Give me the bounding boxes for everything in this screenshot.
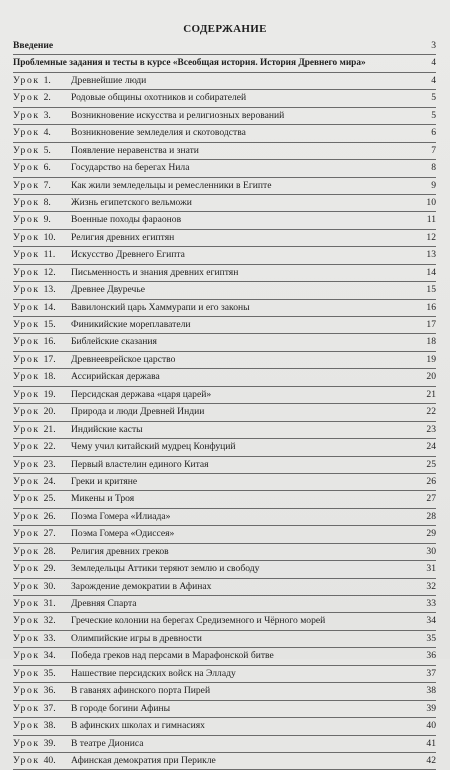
lesson-page: 22: [426, 406, 436, 418]
lesson-page: 27: [426, 493, 436, 505]
lesson-page: 36: [426, 650, 436, 662]
lesson-number: 22: [43, 441, 54, 453]
lesson-page: 33: [426, 598, 436, 609]
lesson-page: 5: [431, 109, 436, 121]
toc-lesson-row: [13, 387, 436, 404]
lesson-number: 19: [43, 388, 54, 400]
toc-lesson-row: [13, 125, 436, 142]
lesson-word: Урок: [13, 336, 40, 348]
lesson-title: В афинских школах и гимнасиях: [71, 720, 205, 732]
toc-lesson-row: [13, 474, 436, 491]
lesson-title: Индийские касты: [71, 423, 143, 435]
lesson-title: Жизнь египетского вельможи: [71, 196, 192, 208]
lesson-page: 24: [426, 441, 436, 453]
lesson-label: Урок 40.: [13, 754, 58, 766]
lesson-title: Библейские сказания: [71, 336, 157, 348]
lesson-number: 10: [43, 231, 54, 243]
lesson-title: Появление неравенства и знати: [71, 144, 199, 156]
lesson-number: 25: [43, 493, 54, 505]
lesson-label: Урок 22.: [13, 441, 58, 453]
lesson-page: 37: [426, 667, 436, 679]
lesson-label: Урок 24.: [13, 475, 58, 487]
lesson-label: Урок 27.: [13, 528, 58, 540]
lesson-title: В театре Диониса: [71, 737, 144, 749]
lesson-number: 23: [43, 458, 54, 470]
lesson-label: Урок 23.: [13, 458, 58, 470]
lesson-page: 40: [426, 720, 436, 732]
lesson-number: 27: [43, 528, 54, 540]
lesson-label: Урок 10.: [13, 231, 58, 243]
lesson-word: Урок: [13, 74, 40, 86]
lesson-label: Урок 4.: [13, 127, 53, 139]
lesson-number: 31: [43, 598, 54, 609]
lesson-word: Урок: [13, 632, 40, 644]
toc-lesson-row: [13, 596, 436, 613]
lesson-word: Урок: [13, 650, 40, 662]
toc-lesson-row: [13, 369, 436, 386]
toc-lesson-row: [13, 422, 436, 439]
lesson-label: Урок 34.: [13, 650, 58, 662]
lesson-page: 35: [426, 632, 436, 644]
lesson-label: Урок 1.: [13, 74, 53, 86]
lesson-word: Урок: [13, 667, 40, 679]
lesson-number: 17: [43, 353, 54, 365]
lesson-title: Древнееврейское царство: [71, 353, 176, 365]
toc-lesson-row: [13, 491, 436, 508]
toc-lesson-row: [13, 526, 436, 543]
lesson-label: Урок 11.: [13, 249, 57, 261]
lesson-label: Урок 35.: [13, 667, 58, 679]
lesson-page: 26: [426, 475, 436, 487]
lesson-label: Урок 7.: [13, 179, 53, 191]
lesson-number: 12: [43, 266, 54, 278]
lesson-number: 24: [43, 475, 54, 487]
lesson-word: Урок: [13, 92, 40, 104]
toc-section-row: [13, 55, 436, 72]
lesson-title: Древнее Двуречье: [71, 284, 145, 296]
lesson-page: 16: [426, 301, 436, 313]
lesson-word: Урок: [13, 231, 40, 243]
lesson-word: Урок: [13, 109, 40, 121]
lesson-label: Урок 30.: [13, 580, 58, 592]
lesson-label: Урок 32.: [13, 615, 58, 627]
lesson-number: 29: [43, 563, 54, 575]
lesson-title: Земледельцы Аттики теряют землю и свободу: [71, 563, 260, 575]
toc-lesson-row: [13, 613, 436, 630]
lesson-number: 28: [43, 545, 54, 557]
lesson-title: В городе богини Афины: [71, 702, 171, 714]
toc-lesson-row: [13, 73, 436, 90]
lesson-word: Урок: [13, 301, 40, 313]
lesson-word: Урок: [13, 528, 40, 540]
toc-list: [13, 38, 436, 770]
toc-intro-page: 3: [431, 40, 436, 51]
toc-lesson-row: [13, 631, 436, 648]
lesson-label: Урок 17.: [13, 353, 58, 365]
toc-lesson-row: [13, 108, 436, 125]
lesson-label: Урок 6.: [13, 162, 53, 174]
toc-intro-title: Введение: [13, 40, 54, 51]
lesson-page: 14: [426, 266, 436, 278]
lesson-page: 9: [431, 179, 436, 191]
lesson-word: Урок: [13, 127, 40, 139]
lesson-page: 23: [426, 423, 436, 435]
lesson-label: Урок 28.: [13, 545, 58, 557]
lesson-word: Урок: [13, 266, 40, 278]
lesson-word: Урок: [13, 196, 40, 208]
toc-lesson-row: [13, 736, 436, 753]
lesson-page: 21: [426, 388, 436, 400]
lesson-page: 41: [426, 737, 436, 749]
lesson-word: Урок: [13, 737, 40, 749]
lesson-label: Урок 37.: [13, 702, 58, 714]
lesson-label: Урок 38.: [13, 720, 58, 732]
lesson-title: Поэма Гомера «Илиада»: [71, 510, 171, 522]
lesson-number: 6: [43, 162, 49, 174]
lesson-title: Микены и Троя: [71, 493, 135, 505]
lesson-title: Победа греков над персами в Марафонской битве: [71, 650, 274, 662]
lesson-page: 30: [426, 545, 436, 557]
lesson-word: Урок: [13, 475, 40, 487]
lesson-title: Религия древних греков: [71, 545, 169, 557]
lesson-title: Вавилонский царь Хаммурапи и его законы: [71, 301, 250, 313]
lesson-word: Урок: [13, 423, 40, 435]
lesson-number: 13: [43, 284, 54, 296]
lesson-number: 15: [43, 319, 54, 330]
lesson-word: Урок: [13, 179, 40, 191]
lesson-number: 2: [43, 92, 49, 104]
lesson-page: 12: [426, 231, 436, 243]
lesson-title: Природа и люди Древней Индии: [71, 406, 205, 418]
lesson-label: Урок 18.: [13, 371, 58, 383]
lesson-page: 39: [426, 702, 436, 714]
toc-section-title: Проблемные задания и тесты в курсе «Всеобщая история. История Древнего мира»: [13, 58, 366, 69]
toc-lesson-row: [13, 457, 436, 474]
lesson-word: Урок: [13, 319, 40, 330]
lesson-word: Урок: [13, 371, 40, 383]
lesson-number: 40: [43, 754, 54, 766]
lesson-word: Урок: [13, 563, 40, 575]
lesson-number: 33: [43, 632, 54, 644]
toc-lesson-row: [13, 666, 436, 683]
lesson-word: Урок: [13, 353, 40, 365]
lesson-title: Нашествие персидских войск на Элладу: [71, 667, 236, 679]
lesson-page: 29: [426, 528, 436, 540]
lesson-number: 26: [43, 510, 54, 522]
lesson-title: Древнейшие люди: [71, 74, 147, 86]
lesson-label: Урок 36.: [13, 685, 58, 697]
toc-section-page: 4: [431, 58, 436, 69]
lesson-word: Урок: [13, 754, 40, 766]
toc-lesson-row: [13, 247, 436, 264]
lesson-title: Греки и критяне: [71, 475, 138, 487]
lesson-page: 32: [426, 580, 436, 592]
lesson-label: Урок 14.: [13, 301, 58, 313]
lesson-title: Чему учил китайский мудрец Конфуций: [71, 441, 236, 453]
toc-lesson-row: [13, 334, 436, 351]
lesson-title: Возникновение земледелия и скотоводства: [71, 127, 246, 139]
lesson-number: 4: [43, 127, 49, 139]
lesson-page: 10: [426, 196, 436, 208]
lesson-label: Урок 2.: [13, 92, 53, 104]
lesson-title: Первый властелин единого Китая: [71, 458, 209, 470]
toc-lesson-row: [13, 90, 436, 107]
lesson-label: Урок 8.: [13, 196, 53, 208]
lesson-page: 19: [426, 353, 436, 365]
lesson-page: 42: [426, 754, 436, 766]
lesson-page: 15: [426, 284, 436, 296]
lesson-label: Урок 26.: [13, 510, 58, 522]
lesson-number: 21: [43, 423, 54, 435]
lesson-number: 11: [43, 249, 53, 261]
lesson-number: 36: [43, 685, 54, 697]
lesson-title: Афинская демократия при Перикле: [71, 754, 216, 766]
lesson-word: Урок: [13, 615, 40, 627]
lesson-number: 38: [43, 720, 54, 732]
lesson-page: 8: [431, 162, 436, 174]
lesson-title: Зарождение демократии в Афинах: [71, 580, 212, 592]
toc-lesson-row: [13, 160, 436, 177]
lesson-label: Урок 39.: [13, 737, 58, 749]
lesson-number: 18: [43, 371, 54, 383]
lesson-title: Возникновение искусства и религиозных верований: [71, 109, 285, 121]
lesson-page: 7: [431, 144, 436, 156]
lesson-title: Военные походы фараонов: [71, 214, 182, 226]
lesson-title: Как жили земледельцы и ремесленники в Египте: [71, 179, 272, 191]
toc-lesson-row: [13, 701, 436, 718]
lesson-label: Урок 21.: [13, 423, 58, 435]
lesson-page: 18: [426, 336, 436, 348]
toc-lesson-row: [13, 178, 436, 195]
lesson-page: 38: [426, 685, 436, 697]
lesson-title: Персидская держава «царя царей»: [71, 388, 212, 400]
toc-lesson-row: [13, 230, 436, 247]
lesson-number: 7: [43, 179, 49, 191]
lesson-page: 17: [426, 319, 436, 330]
lesson-number: 9: [43, 214, 49, 226]
lesson-page: 25: [426, 458, 436, 470]
lesson-word: Урок: [13, 441, 40, 453]
lesson-label: Урок 19.: [13, 388, 58, 400]
toc-heading: СОДЕРЖАНИЕ: [183, 23, 267, 35]
lesson-title: Религия древних египтян: [71, 231, 175, 243]
lesson-page: 4: [431, 74, 436, 86]
toc-lesson-row: [13, 509, 436, 526]
lesson-number: 3: [43, 109, 49, 121]
lesson-page: 13: [426, 249, 436, 261]
lesson-word: Урок: [13, 249, 40, 261]
lesson-page: 6: [431, 127, 436, 139]
lesson-page: 31: [426, 563, 436, 575]
lesson-word: Урок: [13, 493, 40, 505]
toc-lesson-row: [13, 753, 436, 770]
lesson-number: 5: [43, 144, 49, 156]
toc-lesson-row: [13, 317, 436, 334]
lesson-number: 39: [43, 737, 54, 749]
toc-lesson-row: [13, 300, 436, 317]
lesson-label: Урок 5.: [13, 144, 53, 156]
toc-lesson-row: [13, 648, 436, 665]
lesson-number: 1: [43, 74, 49, 86]
lesson-word: Урок: [13, 458, 40, 470]
lesson-label: Урок 9.: [13, 214, 53, 226]
lesson-title: Государство на берегах Нила: [71, 162, 190, 174]
lesson-number: 34: [43, 650, 54, 662]
lesson-number: 30: [43, 580, 54, 592]
lesson-page: 20: [426, 371, 436, 383]
lesson-title: Искусство Древнего Египта: [71, 249, 185, 261]
lesson-label: Урок 3.: [13, 109, 53, 121]
lesson-number: 32: [43, 615, 54, 627]
lesson-title: Греческие колонии на берегах Средиземного и Чёрного морей: [71, 615, 326, 627]
lesson-title: Ассирийская держава: [71, 371, 160, 383]
toc-lesson-row: [13, 265, 436, 282]
lesson-word: Урок: [13, 510, 40, 522]
toc-lesson-row: [13, 143, 436, 160]
lesson-word: Урок: [13, 702, 40, 714]
toc-lesson-row: [13, 579, 436, 596]
lesson-word: Урок: [13, 545, 40, 557]
lesson-label: Урок 12.: [13, 266, 58, 278]
toc-lesson-row: [13, 544, 436, 561]
lesson-title: Поэма Гомера «Одиссея»: [71, 528, 175, 540]
lesson-number: 35: [43, 667, 54, 679]
lesson-page: 11: [426, 214, 436, 226]
lesson-word: Урок: [13, 162, 40, 174]
toc-lesson-row: [13, 683, 436, 700]
toc-lesson-row: [13, 718, 436, 735]
lesson-label: Урок 29.: [13, 563, 58, 575]
lesson-page: 28: [426, 510, 436, 522]
lesson-number: 20: [43, 406, 54, 418]
toc-lesson-row: [13, 561, 436, 578]
toc-lesson-row: [13, 439, 436, 456]
lesson-label: Урок 15.: [13, 319, 58, 330]
lesson-title: Письменность и знания древних египтян: [71, 266, 239, 278]
toc-lesson-row: [13, 212, 436, 229]
toc-lesson-row: [13, 404, 436, 421]
lesson-label: Урок 13.: [13, 284, 58, 296]
lesson-word: Урок: [13, 284, 40, 296]
lesson-number: 37: [43, 702, 54, 714]
lesson-page: 5: [431, 92, 436, 104]
lesson-word: Урок: [13, 214, 40, 226]
lesson-label: Урок 33.: [13, 632, 58, 644]
toc-lesson-row: [13, 195, 436, 212]
lesson-label: Урок 20.: [13, 406, 58, 418]
lesson-title: Древняя Спарта: [71, 598, 137, 609]
lesson-word: Урок: [13, 406, 40, 418]
lesson-label: Урок 25.: [13, 493, 58, 505]
lesson-title: Олимпийские игры в древности: [71, 632, 202, 644]
toc-lesson-row: [13, 282, 436, 299]
lesson-label: Урок 16.: [13, 336, 58, 348]
toc-lesson-row: [13, 352, 436, 369]
lesson-label: Урок 31.: [13, 598, 58, 609]
lesson-number: 8: [43, 196, 49, 208]
lesson-number: 16: [43, 336, 54, 348]
lesson-number: 14: [43, 301, 54, 313]
lesson-title: Финикийские мореплаватели: [71, 319, 191, 330]
lesson-page: 34: [426, 615, 436, 627]
lesson-title: В гаванях афинского порта Пирей: [71, 685, 211, 697]
lesson-word: Урок: [13, 144, 40, 156]
lesson-word: Урок: [13, 580, 40, 592]
lesson-title: Родовые общины охотников и собирателей: [71, 92, 247, 104]
lesson-word: Урок: [13, 388, 40, 400]
lesson-word: Урок: [13, 685, 40, 697]
lesson-word: Урок: [13, 598, 40, 609]
toc-intro-row: [13, 38, 436, 55]
lesson-word: Урок: [13, 720, 40, 732]
